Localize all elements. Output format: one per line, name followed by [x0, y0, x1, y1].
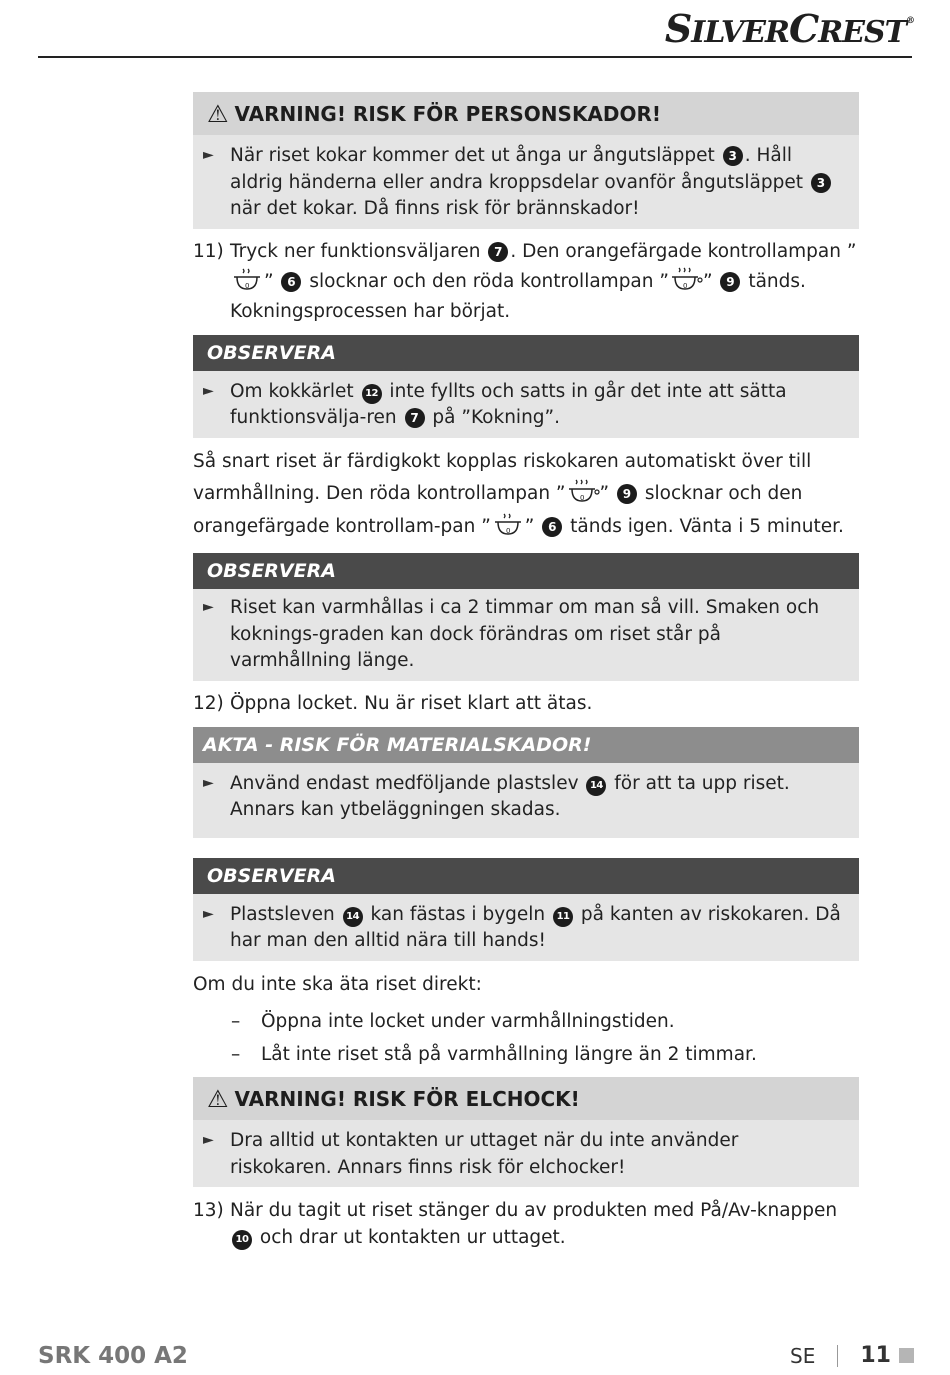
ref-number: 7 [405, 408, 425, 428]
bullet-arrow-icon: ► [203, 1132, 214, 1148]
note-title: OBSERVERA [193, 335, 859, 371]
svg-text:0: 0 [505, 526, 511, 535]
pot-cook-icon [669, 267, 703, 293]
step-text: Tryck ner funktionsväljaren 7 . Den orangefärgade kontrollampan ” 0 ” 6 slocknar och den röda kontrollampan ” 0 ” 9 tänds. Kokningsprocessen har börjat. [230, 240, 857, 322]
page-content [193, 92, 859, 1259]
footer-divider [837, 1345, 838, 1367]
bullet-arrow-icon: ► [203, 774, 214, 791]
note-title: OBSERVERA [193, 553, 859, 589]
caution-title: AKTA - RISK FÖR MATERIALSKADOR! [193, 727, 859, 763]
warning-title: VARNING! RISK FÖR ELCHOCK! [234, 1086, 580, 1111]
ref-number: 6 [542, 517, 562, 537]
ref-number: 10 [232, 1230, 252, 1250]
step-text: När du tagit ut riset stänger du av produkten med På/Av-knappen 10 och drar ut kontakten ur uttaget. [230, 1200, 838, 1248]
ref-number: 14 [343, 907, 363, 927]
bullet-arrow-icon: ► [203, 147, 214, 163]
ref-number: 6 [281, 272, 301, 292]
svg-text:0: 0 [682, 281, 688, 290]
ref-number: 11 [553, 907, 573, 927]
warning-title: VARNING! RISK FÖR PERSONSKADOR! [234, 101, 662, 126]
warning-box-personal-injury [193, 92, 859, 229]
caution-box-material-damage [193, 727, 859, 838]
pot-warm-icon [491, 512, 525, 538]
ref-number: 3 [723, 146, 743, 166]
svg-text:0: 0 [245, 281, 250, 290]
page-marker-icon [899, 1348, 914, 1363]
note-text: Plastsleven 14 kan fästas i bygeln 11 på kanten av riskokaren. Då har man den alltid nära till hands! [230, 903, 841, 951]
footer-pagination [790, 1343, 914, 1368]
list-item: – Låt inte riset stå på varmhållning längre än 2 timmar. [231, 1044, 757, 1065]
bullet-arrow-icon: ► [203, 599, 214, 615]
note-text: Om kokkärlet 12 inte fyllts och satts in går det inte att sätta funktionsvälja-ren 7 på ”Kokning”. [230, 380, 787, 428]
note-title: OBSERVERA [193, 858, 859, 894]
page-number: 11 [860, 1343, 891, 1368]
ref-number: 12 [362, 384, 382, 404]
paragraph-keep-warm: Så snart riset är färdigkokt kopplas riskokaren automatiskt över till varmhållning. Den röda kontrollampan ” 0 ” 9 slocknar och den orangefärgade kontrollam-pan ” 0 ” 6 tänds igen. Vänta i 5 minuter. [193, 450, 844, 537]
paragraph-not-eating: Om du inte ska äta riset direkt: [193, 973, 482, 995]
bullet-arrow-icon: ► [203, 382, 214, 399]
ref-number: 14 [586, 776, 606, 796]
ref-number: 9 [720, 272, 740, 292]
warning-text: Dra alltid ut kontakten ur uttaget när du inte använder riskokaren. Annars finns risk för elchocker! [230, 1130, 739, 1178]
step-12: 12) Öppna locket. Nu är riset klart att ätas. [193, 689, 859, 719]
ref-number: 3 [811, 173, 831, 193]
note-box [193, 335, 859, 438]
ref-number: 9 [617, 484, 637, 504]
footer-language: SE [790, 1343, 816, 1368]
brand-logo: SILVERCREST® [664, 6, 914, 51]
step-11: 11) Tryck ner funktionsväljaren 7 . Den orangefärgade kontrollampan ” 0 ” 6 slocknar och den röda kontrollampan ” 0 ” 9 tänds. Kokningsprocessen har börjat. [193, 237, 859, 327]
ref-number: 7 [488, 242, 508, 262]
bullet-arrow-icon: ► [203, 905, 214, 922]
pot-warm-icon [230, 267, 264, 293]
warning-triangle-icon: ⚠ [207, 99, 229, 128]
warning-box-electric-shock [193, 1077, 859, 1187]
warning-triangle-icon: ⚠ [207, 1084, 229, 1113]
note-box [193, 858, 859, 961]
step-text: Öppna locket. Nu är riset klart att ätas. [230, 692, 593, 714]
note-box [193, 553, 859, 681]
step-13: 13) När du tagit ut riset stänger du av produkten med På/Av-knappen 10 och drar ut kontakten ur uttaget. [193, 1197, 859, 1251]
list-item: – Öppna inte locket under varmhållningstiden. [231, 1011, 675, 1032]
note-text: Riset kan varmhållas i ca 2 timmar om man så vill. Smaken och koknings-graden kan dock förändras om riset står på varmhållning länge. [230, 597, 820, 671]
caution-text: Använd endast medföljande plastslev 14 för att ta upp riset. Annars kan ytbeläggningen skadas. [230, 772, 790, 820]
header-rule [38, 56, 912, 58]
pot-cook-icon [566, 479, 600, 505]
footer-model: SRK 400 A2 [38, 1343, 188, 1369]
warning-text: När riset kokar kommer det ut ånga ur ångutsläppet 3 . Håll aldrig händerna eller andra kroppsdelar ovanför ångutsläppet 3 när det kokar. Då finns risk för brännskador! [230, 143, 845, 223]
svg-text:0: 0 [579, 494, 584, 502]
